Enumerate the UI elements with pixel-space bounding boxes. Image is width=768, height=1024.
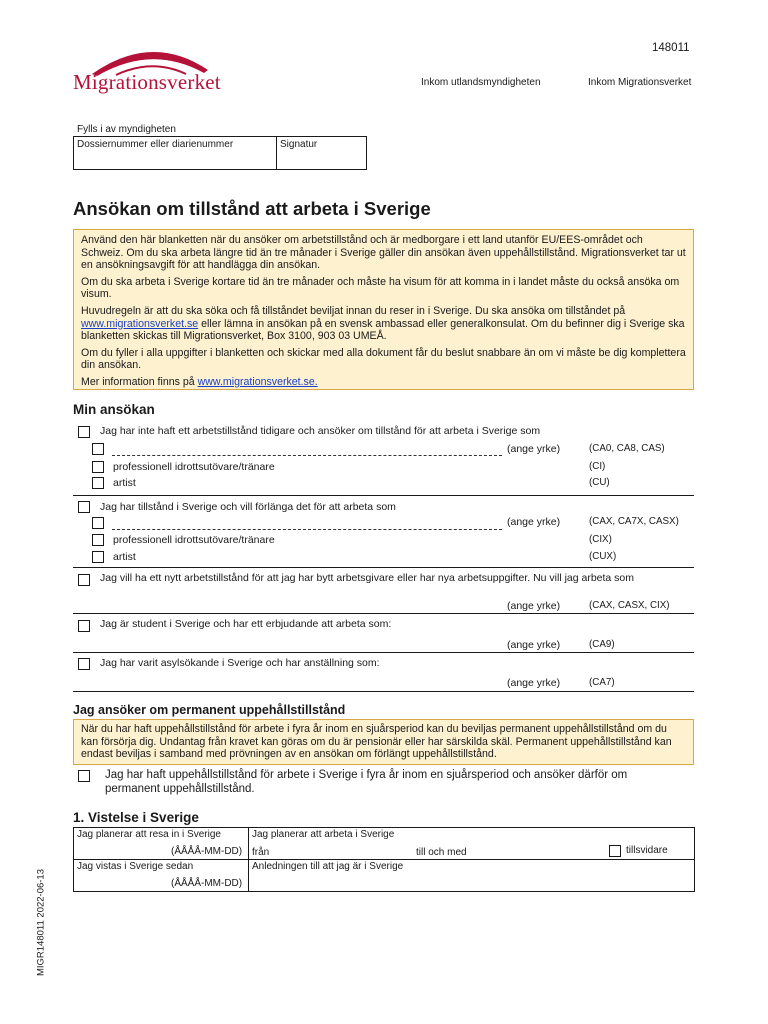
work-until-label[interactable]: till och med — [416, 847, 467, 858]
page-title: Ansökan om tillstånd att arbeta i Sverige — [73, 198, 431, 219]
intro-paragraph-5: Mer information finns på www.migrationsverket.se. — [81, 375, 318, 388]
s2-occupation-checkbox[interactable] — [92, 517, 104, 529]
permanent-info-text: När du har haft uppehållstillstånd för arbete i fyra år inom en sjuårsperiod kan du beviljas permanent uppehållstillstånd om du kan försörja dig. Undantag från kravet kan göras om du är pensionär eller har särskilda skäl. Permanent uppehållstillstånd kan endast beviljas i samband med prövningen av en ansökan om förlängt uppehållstillstånd. — [81, 723, 672, 761]
s3-code: (CAX, CASX, CIX) — [589, 600, 670, 611]
s1-label: Jag har inte haft ett arbetstillstånd tidigare och ansöker om tillstånd för att arbeta i Sverige som — [100, 425, 541, 437]
until-further-notice-checkbox[interactable] — [609, 845, 621, 857]
s1-artist-checkbox[interactable] — [92, 477, 104, 489]
s1-artist-label: artist — [113, 477, 136, 489]
reason-for-stay-field[interactable]: Anledningen till att jag är i Sverige — [252, 861, 404, 872]
s2-label: Jag har tillstånd i Sverige och vill förlänga det för att arbeta som — [100, 501, 396, 513]
s2-artist-code: (CUX) — [589, 551, 617, 562]
my-application-heading: Min ansökan — [73, 402, 155, 417]
s2-artist-checkbox[interactable] — [92, 551, 104, 563]
intro-paragraph-1: Använd den här blanketten när du ansöker om arbetstillstånd och är medborgare i ett land utanför EU/EES-området och Schweiz. Om du ska arbeta längre tid än tre månader i Sverige gäller din ansökan även uppehållstillstånd. Migrationsverket tar ut en ansökningsavgift för att handlägga din ansökan. — [81, 234, 686, 272]
residing-since-format[interactable]: (ÅÅÅÅ-MM-DD) — [171, 878, 243, 889]
s2-athlete-code: (CIX) — [589, 534, 612, 545]
s2-occupation-input[interactable] — [112, 529, 502, 530]
divider — [73, 567, 694, 568]
intro-paragraph-3: Huvudregeln är att du ska söka och få tillståndet beviljat innan du reser in i Sverige. Du ska ansöka om tillståndet på www.migrationsverket.se eller lämna in ansökan på en svensk ambassad eller generalkonsulat. Om du befinner dig i Sverige ska blanketten skickas till Migrationsverket, Box 3100, 903 03 UMEÅ. — [81, 304, 685, 343]
s3-label: Jag vill ha ett nytt arbetstillstånd för att jag har bytt arbetsgivare eller har nya arbetsuppgifter. Nu vill jag arbeta som — [100, 572, 635, 584]
s5-asylum-checkbox[interactable] — [78, 658, 90, 670]
permanent-checkbox[interactable] — [78, 770, 90, 782]
s4-code: (CA9) — [589, 639, 615, 650]
s2-athlete-checkbox[interactable] — [92, 534, 104, 546]
s1-occupation-checkbox[interactable] — [92, 443, 104, 455]
permanent-heading: Jag ansöker om permanent uppehållstillstånd — [73, 703, 346, 717]
s2-occupation-hint: (ange yrke) — [507, 516, 561, 528]
authority-box — [73, 136, 367, 170]
s2-occupation-code: (CAX, CA7X, CASX) — [589, 516, 679, 527]
stay-table — [73, 827, 695, 892]
permanent-checkbox-label: Jag har haft uppehållstillstånd för arbete i Sverige i fyra år inom en sjuårsperiod och ansöker därför om permanent uppehållstillstånd. — [105, 769, 628, 795]
s1-artist-code: (CU) — [589, 477, 610, 488]
migrationsverket-link[interactable]: www.migrationsverket.se — [81, 317, 199, 330]
divider — [73, 652, 694, 653]
s1-new-permit-checkbox[interactable] — [78, 426, 90, 438]
divider — [73, 495, 694, 496]
s1-occupation-code: (CA0, CA8, CAS) — [589, 443, 665, 454]
residing-since-label: Jag vistas i Sverige sedan — [77, 861, 194, 872]
s4-label: Jag är student i Sverige och har ett erbjudande att arbeta som: — [100, 618, 392, 630]
arrival-date-label: Jag planerar att resa in i Sverige — [77, 829, 221, 840]
s1-athlete-code: (CI) — [589, 461, 606, 472]
authority-label: Fylls i av myndigheten — [77, 124, 176, 135]
s3-occupation-hint: (ange yrke) — [507, 600, 561, 612]
s4-student-checkbox[interactable] — [78, 620, 90, 632]
permanent-info-box — [73, 719, 694, 765]
received-agency-label: Inkom Migrationsverket — [588, 77, 692, 88]
s5-code: (CA7) — [589, 677, 615, 688]
s1-occupation-input[interactable] — [112, 455, 502, 456]
s2-extend-permit-checkbox[interactable] — [78, 501, 90, 513]
s1-athlete-label: professionell idrottsutövare/tränare — [113, 461, 275, 473]
work-from-label[interactable]: från — [252, 847, 270, 858]
intro-info-box — [73, 229, 694, 390]
s5-label: Jag har varit asylsökande i Sverige och har anställning som: — [100, 657, 380, 669]
s1-athlete-checkbox[interactable] — [92, 461, 104, 473]
until-further-notice-label: tillsvidare — [626, 845, 668, 856]
intro-paragraph-2: Om du ska arbeta i Sverige kortare tid än tre månader och måste ha visum för att komma in i landet måste du också ansöka om visum. — [81, 275, 680, 301]
form-code-vertical: MIGR148011 2022-06-13 — [35, 868, 47, 977]
more-info-link[interactable]: www.migrationsverket.se. — [197, 375, 318, 388]
s4-occupation-hint: (ange yrke) — [507, 639, 561, 651]
intro-paragraph-4: Om du fyller i alla uppgifter i blanketten och skickar med alla dokument får du beslut snabbare än om vi måste be dig komplettera din ansökan. — [81, 346, 686, 372]
divider — [73, 691, 694, 692]
arrival-date-format[interactable]: (ÅÅÅÅ-MM-DD) — [171, 846, 243, 857]
s1-occupation-hint: (ange yrke) — [507, 443, 561, 455]
logo-text: Migrationsverket — [73, 70, 221, 94]
work-period-label: Jag planerar att arbeta i Sverige — [252, 829, 395, 840]
dossier-number-field[interactable]: Dossiernummer eller diarienummer — [77, 139, 234, 150]
s2-artist-label: artist — [113, 551, 136, 563]
signature-field[interactable]: Signatur — [280, 139, 318, 150]
divider — [73, 613, 694, 614]
received-abroad-label: Inkom utlandsmyndigheten — [421, 77, 541, 88]
s5-occupation-hint: (ange yrke) — [507, 677, 561, 689]
stay-heading: 1. Vistelse i Sverige — [73, 810, 199, 825]
s2-athlete-label: professionell idrottsutövare/tränare — [113, 534, 275, 546]
form-number: 148011 — [652, 42, 690, 54]
s3-new-employer-checkbox[interactable] — [78, 574, 90, 586]
logo — [70, 40, 230, 96]
